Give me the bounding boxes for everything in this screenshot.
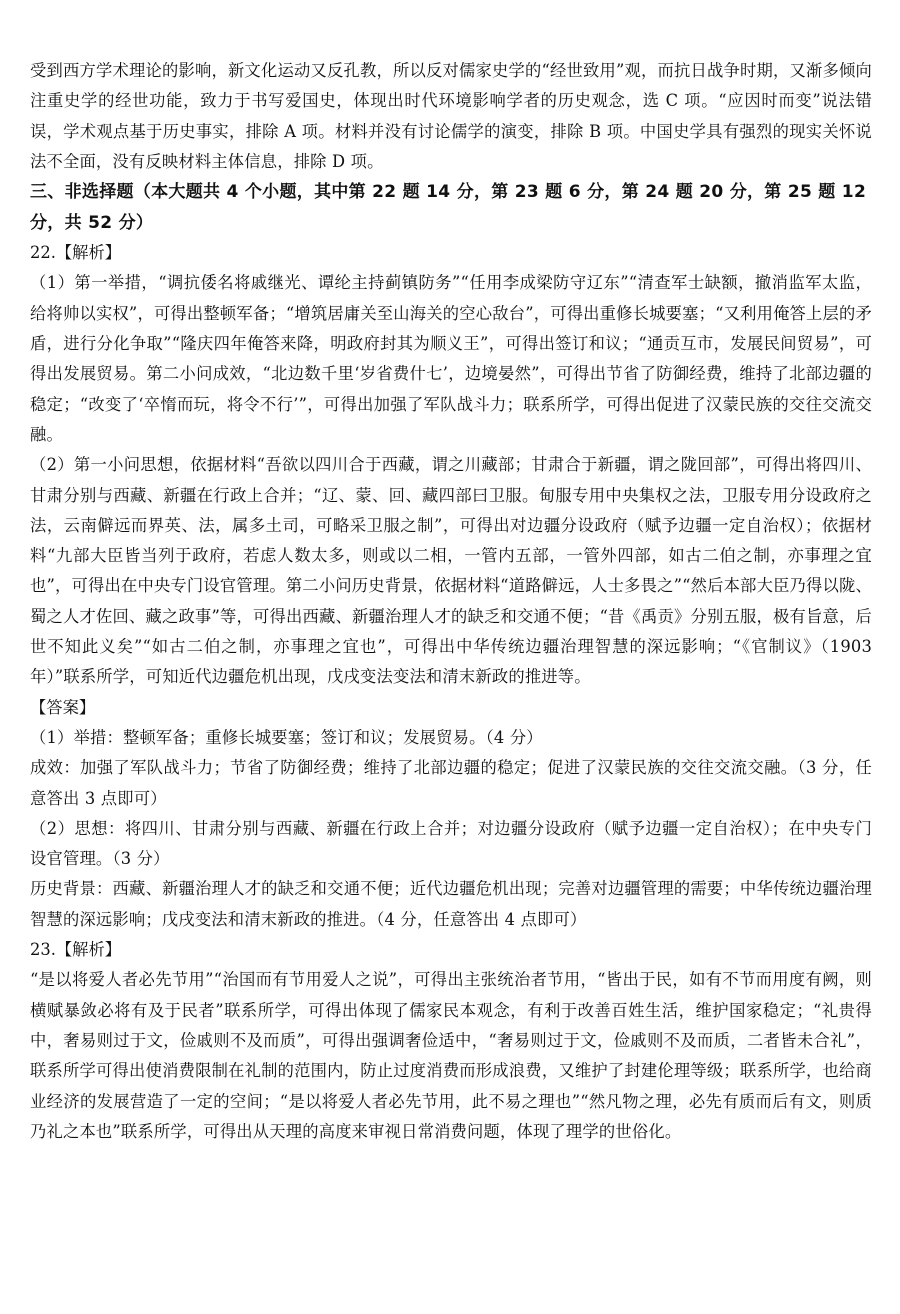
continued-analysis-paragraph: 受到西方学术理论的影响，新文化运动又反孔教，所以反对儒家史学的“经世致用”观，而抗日战争时期，又渐多倾向注重史学的经世功能，致力于书写爱国史，体现出时代环境影响学者的历史观念，选 C 项。“应因时而变”说法错误，学术观点基于历史事实，排除 A 项。材料并没有讨论儒学的演变，排除 B 项。中国史学具有强烈的现实关怀说法不全面，没有反映材料主体信息，排除 D 项。: [30, 61, 872, 171]
section-heading-non-choice: 三、非选择题（本大题共 4 个小题，其中第 22 题 14 分，第 23 题 6 分，第 24 题 20 分，第 25 题 12 分，共 52 分）: [30, 182, 867, 233]
q22-answer-measures: （1）举措：整顿军备；重修长城要塞；签订和议；发展贸易。（4 分）: [30, 727, 543, 747]
document-page: [30, 56, 872, 1147]
q23-analysis-paragraph: “是以将爱人者必先节用”“治国而有节用爱人之说”，可得出主张统治者节用，“皆出于民，如有不节而用度有阙，则横赋暴敛必将有及于民者”联系所学，可得出体现了儒家民本观念，有利于改善百姓生活，维护国家稳定；“礼贵得中，奢易则过于文，俭戚则不及而质”，可得出强调奢俭适中，“奢易则过于文，俭戚则不及而质，二者皆未合礼”，联系所学可得出使消费限制在礼制的范围内，防止过度消费而形成浪费，又维护了封建伦理等级；联系所学，也给商业经济的发展营造了一定的空间；“是以将爱人者必先节用，此不易之理也”“然凡物之理，必先有质而后有文，则质乃礼之本也”联系所学，可得出从天理的高度来审视日常消费问题，体现了理学的世俗化。: [30, 970, 872, 1141]
q22-analysis-part1: （1）第一举措，“调抗倭名将戚继光、谭纶主持蓟镇防务”“任用李成梁防守辽东”“清查军士缺额，撤消监军太监，给将帅以实权”，可得出整顿军备；“增筑居庸关至山海关的空心敌台”，可得出重修长城要塞；“又利用俺答上层的矛盾，进行分化争取”“隆庆四年俺答来降，明政府封其为顺义王”，可得出签订和议；“通贡互市，发展民间贸易”，可得出发展贸易。第二小问成效，“北边数千里‘岁省费什七’，边境晏然”，可得出节省了防御经费，维持了北部边疆的稳定；“改变了‘卒惰而玩，将令不行’”，可得出加强了军队战斗力；联系所学，可得出促进了汉蒙民族的交往交流交融。: [30, 273, 872, 444]
q22-answer-tag: 【答案】: [30, 697, 96, 717]
q23-analysis-tag: 23.【解析】: [30, 940, 122, 960]
q22-analysis-tag: 22.【解析】: [30, 243, 122, 263]
q22-answer-effects: 成效：加强了军队战斗力；节省了防御经费；维持了北部边疆的稳定；促进了汉蒙民族的交往交流交融。（3 分，任意答出 3 点即可）: [30, 758, 872, 808]
q22-answer-thought: （2）思想：将四川、甘肃分别与西藏、新疆在行政上合并；对边疆分设政府（赋予边疆一定自治权）；在中央专门设官管理。（3 分）: [30, 818, 872, 869]
q22-answer-background: 历史背景：西藏、新疆治理人才的缺乏和交通不便；近代边疆危机出现；完善对边疆管理的需要；中华传统边疆治理智慧的深远影响；戊戌变法和清末新政的推进。（4 分，任意答出 4 点即可）: [30, 879, 872, 929]
q22-analysis-part2: （2）第一小问思想，依据材料“吾欲以四川合于西藏，谓之川藏部；甘肃合于新疆，谓之陇回部”，可得出将四川、甘肃分别与西藏、新疆在行政上合并；“辽、蒙、回、藏四部曰卫服。甸服专用中央集权之法，卫服专用分设政府之法，云南僻远而界英、法，属多土司，可略采卫服之制”，可得出对边疆分设政府（赋予边疆一定自治权）；依据材料“九部大臣皆当列于政府，若虑人数太多，则或以二相，一管内五部，一管外四部，如古二伯之制，亦事理之宜也”，可得出在中央专门设官管理。第二小问历史背景，依据材料“道路僻远，人士多畏之”“然后本部大臣乃得以陇、蜀之人才佐回、藏之政事”等，可得出西藏、新疆治理人才的缺乏和交通不便；“昔《禹贡》分别五服，极有旨意，后世不知此义矣”“如古二伯之制，亦事理之宜也”，可得出中华传统边疆治理智慧的深远影响；“《官制议》（1903 年）”联系所学，可知近代边疆危机出现，戊戌变法变法和清末新政的推进等。: [30, 455, 872, 687]
